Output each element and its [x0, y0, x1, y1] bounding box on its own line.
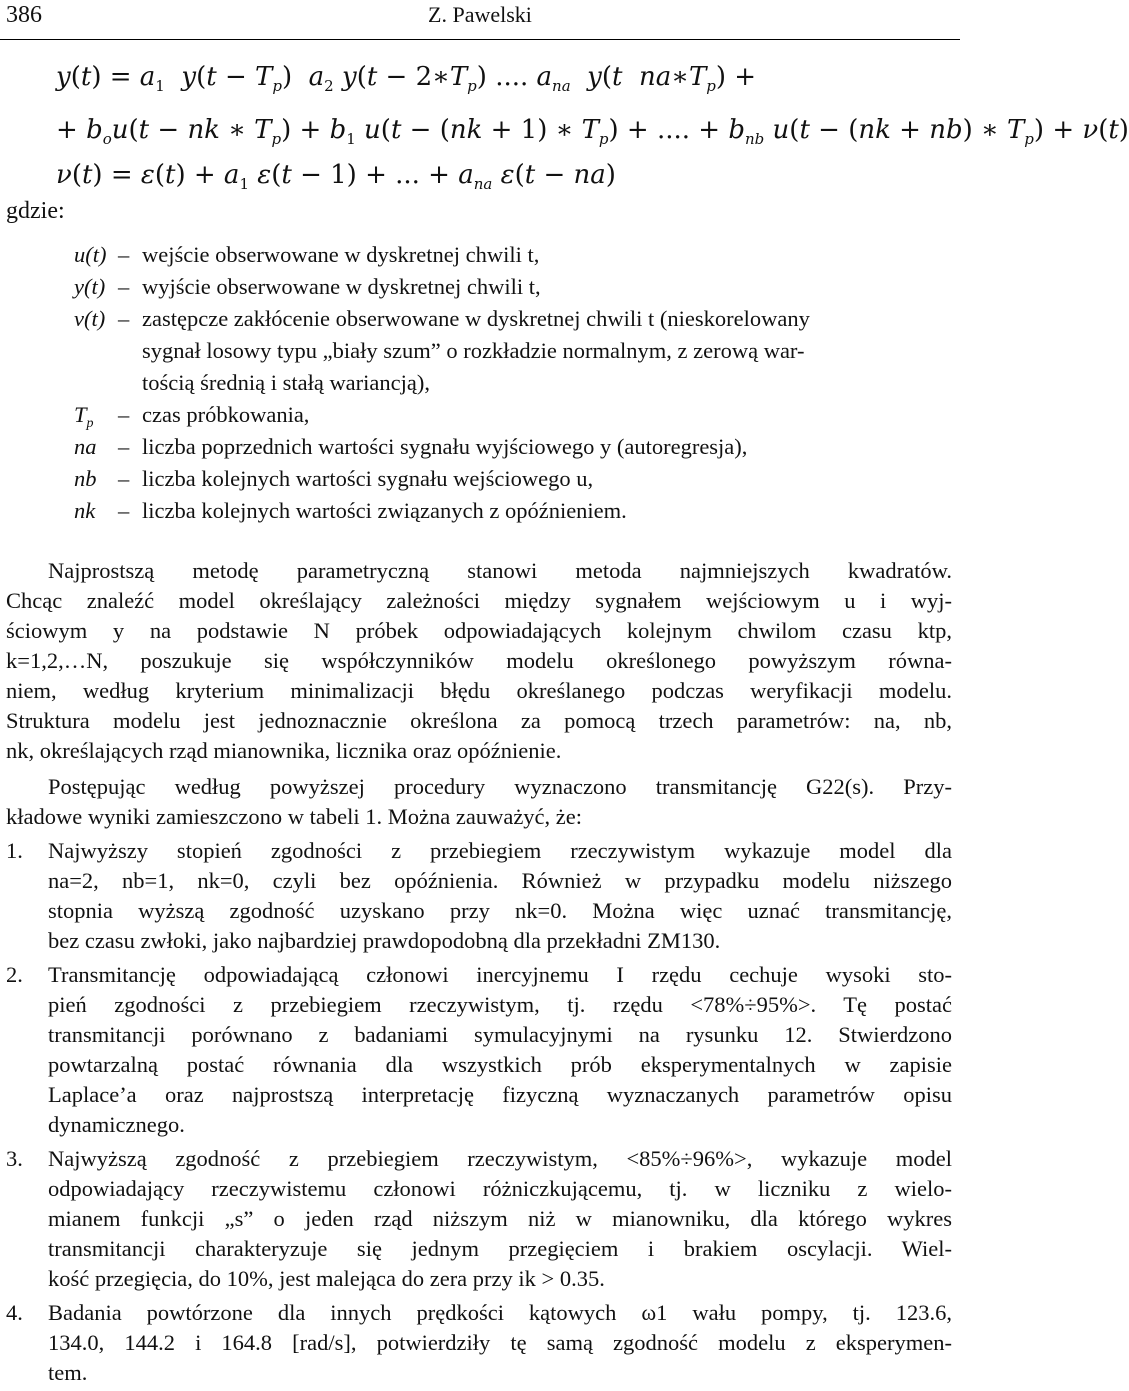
legend-desc: zastępcze zakłócenie obserwowane w dyskretnej chwili t (nieskorelowany [142, 306, 810, 331]
list-item [6, 1144, 952, 1294]
page-number: 386 [6, 2, 42, 28]
running-head-author: Z. Pawelski [428, 2, 532, 27]
header-rule [0, 39, 960, 40]
legend-desc: liczba kolejnych wartości sygnału wejściowego u, [142, 466, 594, 491]
paragraph-2 [6, 772, 952, 832]
list-item [6, 836, 952, 956]
equation-2 [56, 115, 1129, 148]
equation-2-render: + $b_ou(t$ − nk ∗ $T_p) + b_1$ u(t − (nk + 1) ∗ $T_p$) + .... + $b_{nb}$ u(t − (nk + nb) ∗ $T_p) + \nu(t)$ [56, 115, 1129, 148]
text-line: bez czasu zwłoki, jako najbardziej prawdopodobną dla przekładni ZM130. [48, 928, 721, 953]
legend-dash: – [118, 242, 130, 267]
text-line: Badania powtórzone dla innych prędkości kątowych ω1 wału pompy, tj. 123.6, [48, 1300, 952, 1325]
text-line: pień zgodności z przebiegiem rzeczywistym, tj. rzędu <78%÷95%>. Tę postać [48, 992, 952, 1017]
text-line: kładowe wyniki zamieszczono w tabeli 1. Można zauważyć, że: [6, 804, 583, 829]
text-line: Najwyższą zgodność z przebiegiem rzeczywistym, <85%÷96%>, wykazuje model [48, 1146, 952, 1171]
text-line: mianem funkcji „s” o jeden rząd niższym niż w mianowniku, dla którego wykres [48, 1206, 952, 1231]
text-line: niem, według kryterium minimalizacji błędu określanego podczas weryfikacji modelu. [6, 678, 952, 703]
text-line: 134.0, 144.2 i 164.8 [rad/s], potwierdziły tę samą zgodność modelu z eksperymen- [48, 1330, 952, 1355]
text-line: odpowiadający rzeczywistemu członowi różniczkującemu, tj. w liczniku z wielo- [48, 1176, 952, 1201]
text-line: Najprostszą metodę parametryczną stanowi metoda najmniejszych kwadratów. [48, 558, 952, 583]
text-line: powtarzalną postać równania dla wszystkich prób eksperymentalnych w zapisie [48, 1052, 952, 1077]
text-line: tem. [48, 1360, 88, 1385]
list-item [6, 1298, 952, 1388]
legend-symbol: u(t) [74, 242, 107, 267]
text-line: Chcąc znaleźć model określający zależności między sygnałem wejściowym u i wyj- [6, 588, 952, 613]
gdzie-label: gdzie: [6, 198, 65, 224]
text-line: Transmitancję odpowiadającą członowi inercyjnemu I rzędu cechuje wysoki sto- [48, 962, 952, 987]
legend-desc-cont: tością średnią i stałą wariancją), [142, 370, 430, 395]
text-line: stopnia wyższą zgodność uzyskano przy nk=0. Można więc uznać transmitancję, [48, 898, 952, 923]
text-line: transmitancji charakteryzuje się jednym przegięciem i brakiem oscylacji. Wiel- [48, 1236, 952, 1261]
text-line: Najwyższy stopień zgodności z przebiegiem rzeczywistym wykazuje model dla [48, 838, 952, 863]
text-line: ściowym y na podstawie N próbek odpowiadających kolejnym chwilom czasu ktp, [6, 618, 952, 643]
text-line: nk, określających rząd mianownika, licznika oraz opóźnienie. [6, 738, 562, 763]
text-line: transmitancji porównano z badaniami symulacyjnymi na rysunku 12. Stwierdzono [48, 1022, 952, 1047]
text-line: na=2, nb=1, nk=0, czyli bez opóźnienia. Również w przypadku modelu niższego [48, 868, 952, 893]
text-line: Laplace’a oraz najprostszą interpretację fizyczną wyznaczanych parametrów opisu [48, 1082, 952, 1107]
legend-symbol-tp: $T_p$ [74, 402, 94, 431]
legend-dash: – [118, 402, 130, 427]
paragraph-1 [6, 556, 952, 766]
list-item [6, 960, 952, 1140]
legend-dash: – [118, 274, 130, 299]
legend-dash: – [118, 466, 130, 491]
legend-symbol: nb [74, 466, 97, 491]
legend-dash: – [118, 306, 130, 331]
equation-1 [56, 62, 757, 95]
legend-symbol: y(t) [74, 274, 106, 299]
list-item-number: 3. [6, 1146, 23, 1171]
list-item-number: 2. [6, 962, 23, 987]
legend-desc: liczba poprzednich wartości sygnału wyjściowego y (autoregresja), [142, 434, 748, 459]
list-item-number: 1. [6, 838, 23, 863]
equation-3 [56, 160, 616, 193]
legend-desc: liczba kolejnych wartości związanych z opóźnieniem. [142, 498, 627, 523]
equation-1-render: $y(t) = a_1$ $y(t - T_p)$ $a_2$ $y(t - 2∗T_p)$ .... $a_{na}$ y(t $na∗T_p$) + [56, 62, 757, 95]
text-line: Struktura modelu jest jednoznacznie określona za pomocą trzech parametrów: na, nb, [6, 708, 952, 733]
legend-desc-cont: sygnał losowy typu „biały szum” o rozkładzie normalnym, z zerową war- [142, 338, 805, 363]
equation-3-render: $\nu(t) = \varepsilon(t) + a_1$ ε(t − 1) + ... + $a_{na}$ ε(t − na) [56, 160, 616, 193]
legend-desc: wejście obserwowane w dyskretnej chwili t, [142, 242, 540, 267]
legend-desc: wyjście obserwowane w dyskretnej chwili t, [142, 274, 541, 299]
numbered-list [6, 836, 952, 1388]
page-header [0, 0, 960, 40]
legend-dash: – [118, 498, 130, 523]
legend-dash: – [118, 434, 130, 459]
legend-symbol: na [74, 434, 97, 459]
legend-symbol: nk [74, 498, 96, 523]
legend-symbol: ν(t) [74, 306, 106, 331]
legend-desc: czas próbkowania, [142, 402, 310, 427]
text-line: kość przegięcia, do 10%, jest malejąca do zera przy ik > 0.35. [48, 1266, 605, 1291]
text-line: Postępując według powyższej procedury wyznaczono transmitancję G22(s). Przy- [48, 774, 952, 799]
text-line: dynamicznego. [48, 1112, 185, 1137]
text-line: k=1,2,…N, poszukuje się współczynników modelu określonego powyższym równa- [6, 648, 952, 673]
list-item-number: 4. [6, 1300, 23, 1325]
